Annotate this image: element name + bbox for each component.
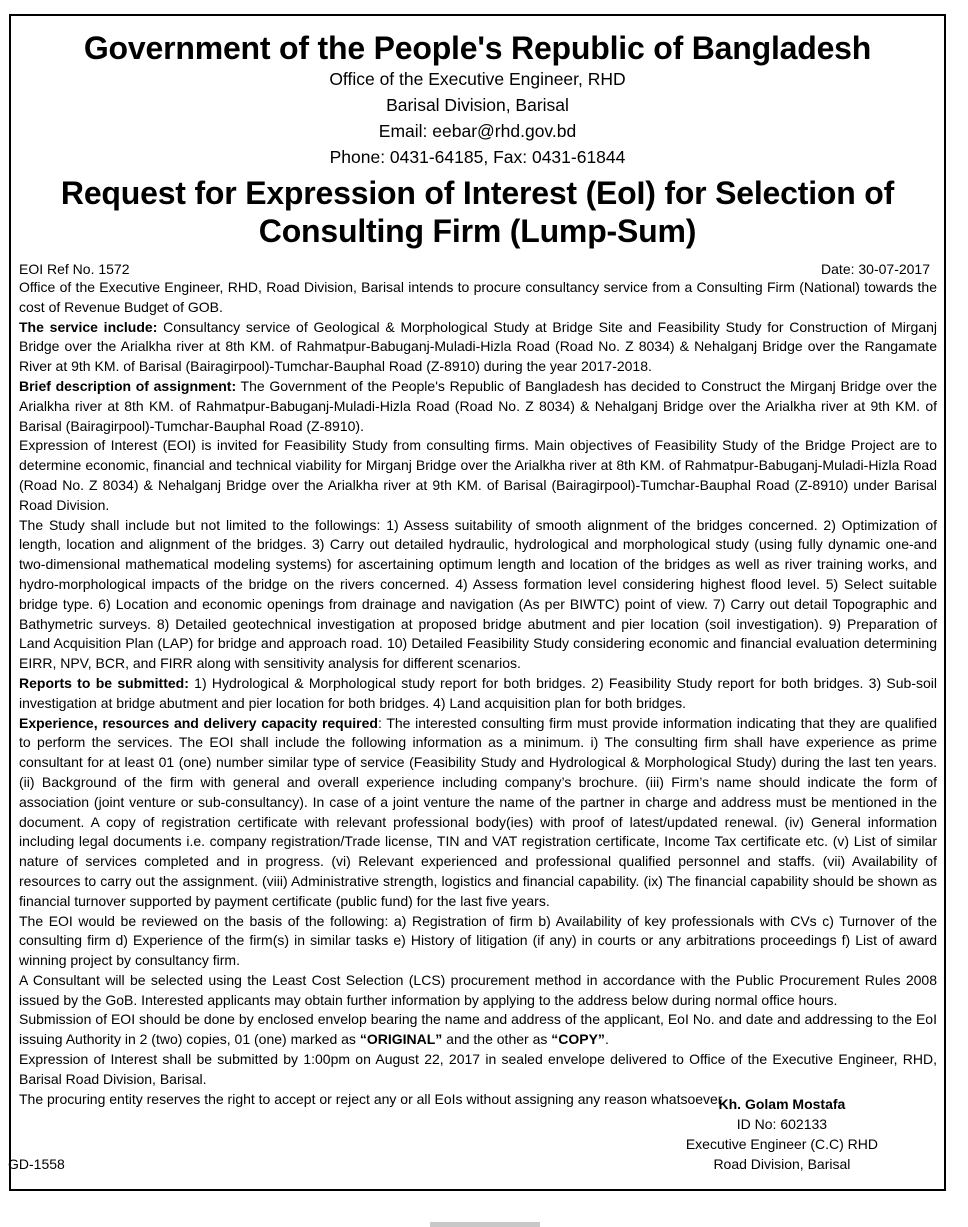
brief-text: The Government of the People's Republic of Bangladesh has decided to Construct the Mirganj Bridge over the Arialkha river at 8th KM. of Rahmatpur-Babuganj-Muladi-Hizla Road (Road No. Z 8034) & Nehalganj Bridge over the Arialkha river at 9th KM. of Barisal (Bairagirpool)-Tumchar-Bauphal Road (Z-8910).: [19, 377, 938, 434]
signatory-id: ID No: 602133: [736, 1116, 828, 1132]
page-edge-mark: [430, 1222, 540, 1227]
gd-code: GD-1558: [8, 1156, 65, 1172]
submission-paragraph: [19, 1010, 937, 1050]
reference-row: [11, 260, 944, 278]
signatory-office: Road Division, Barisal: [713, 1156, 851, 1172]
signatory-name: Kh. Golam Mostafa: [718, 1096, 846, 1112]
notice-title: Request for Expression of Interest (EoI) for Selection of Consulting Firm (Lump-Sum): [60, 175, 895, 249]
division-name: Barisal Division, Barisal: [386, 95, 569, 115]
experience-heading: Experience, resources and delivery capacity required: [19, 714, 378, 731]
brief-paragraph: [19, 377, 937, 436]
eoi-invited-paragraph: Expression of Interest (EOI) is invited for Feasibility Study from consulting firms. Main objectives of Feasibility Study of the Bridge Project are to determine economic, financial and technical viability for Mirganj Bridge over the Arialkha river at 8th KM. of Rahmatpur-Babuganj-Muladi-Hizla Road (Road No. Z 8034) & Nehalganj Bridge over the Arialkha river at 9th KM. of Barisal (Bairagirpool)-Tumchar-Bauphal Road (Z-8910) under Barisal Road Division.: [19, 437, 937, 513]
rights-paragraph: The procuring entity reserves the right to accept or reject any or all EoIs without assigning any reason whatsoever.: [19, 1090, 726, 1107]
eoi-ref-number: EOI Ref No. 1572: [19, 261, 130, 277]
office-phone-fax: Phone: 0431-64185, Fax: 0431-61844: [329, 147, 626, 167]
service-paragraph: [19, 318, 937, 377]
office-name: Office of the Executive Engineer, RHD: [329, 69, 626, 89]
selection-paragraph: A Consultant will be selected using the Least Cost Selection (LCS) procurement method in accordance with the Public Procurement Rules 2008 issued by the GoB. Interested applicants may obtain further information by applying to the address below during normal office hours.: [19, 971, 937, 1008]
deadline-paragraph: Expression of Interest shall be submitted by 1:00pm on August 22, 2017 in sealed envelope delivered to Office of the Executive Engineer, RHD, Barisal Road Division, Barisal.: [19, 1051, 937, 1087]
intro-paragraph: Office of the Executive Engineer, RHD, Road Division, Barisal intends to procure consultancy service from a Consulting Firm (National) towards the cost of Revenue Budget of GOB.: [19, 279, 937, 315]
study-scope-paragraph: The Study shall include but not limited to the followings: 1) Assess suitability of smooth alignment of the bridges concerned. 2) Optimization of length, location and alignment of the bridges. 3) Carry out detailed hydraulic, hydrological and morphological study (using fully dynamic one-and two-dimensional mathematical modeling systems) for ascertaining optimum length and location of the bridges as well as river training works, and hydro-morphological impacts of the bridge on the rivers concerned. 4) Assess formation level considering highest flood level. 5) Select suitable bridge type. 6) Location and economic openings from drainage and navigation (As per BIWTC) point of view. 7) Carry out detail Topographic and Bathymetric surveys. 8) Detailed geotechnical investigation at proposed bridge abutment and pier location (soil investigation). 9) Preparation of Land Acquisition Plan (LAP) for bridge and approach road. 10) Detailed Feasibility Study considering economic and financial evaluation determining EIRR, NPV, BCR, and FIRR along with sensitivity analysis for different scenarios.: [19, 516, 937, 672]
submission-text: Submission of EOI should be done by enclosed envelop bearing the name and address of the applicant, EoI No. and date and addressing to the EoI issuing Authority in 2 (two) copies, 01 (one) marked as: [19, 1011, 937, 1048]
brief-heading: Brief description of assignment:: [19, 377, 237, 394]
experience-paragraph: [19, 714, 937, 912]
copy-label: “COPY”: [551, 1031, 605, 1048]
service-text: Consultancy service of Geological & Morphological Study at Bridge Site and Feasibility Study for Construction of Mirganj Bridge over the Arialkha river at 8th KM. of Rahmatpur-Babuganj-Muladi-Hizla Road (Road No. Z 8034) & Nehalganj Bridge over the Rangamate River at 9th KM. of Barisal (Bairagirpool)-Tumchar-Bauphal Road (Z-8910) during the year 2017-2018.: [19, 318, 938, 375]
notice-body: [11, 278, 944, 1109]
notice-date: Date: 30-07-2017: [821, 261, 930, 277]
experience-text: : The interested consulting firm must provide information indicating that they are qualified to perform the services. The EOI shall include the following information as a minimum. i) The consulting firm shall have experience as prime consultant for at least 01 (one) number similar type of service (Feasibility Study and Hydrological & Morphological Study) during the last ten years. (ii) Background of the firm with general and overall experience including company’s brochure. (iii) Firm’s name should indicate the form of association (joint venture or sub-consultancy). In case of a joint venture the name of the partner in charge and address must be mentioned in the document. A copy of registration certificate with relevant professional body(ies) with proof of latest/updated renewal. (iv) General information including legal documents i.e. company registration/Trade license, TIN and VAT registration certificate, Income Tax certificate etc. (v) List of similar nature of services completed and in progress. (vi) Relevant experienced and professional qualified personnel and staffs. (vii) Availability of resources to carry out the assignment. (viii) Administrative strength, logistics and financial capability. (ix) The financial capability should be shown as financial turnover supported by payment certificate (public fund) for the last five years.: [19, 714, 937, 909]
office-email: Email: eebar@rhd.gov.bd: [378, 121, 577, 141]
notice-header: [11, 30, 944, 250]
reports-text: 1) Hydrological & Morphological study report for both bridges. 2) Feasibility Study report for both bridges. 3) Sub-soil investigation at bridge abutment and pier location for both bridges. 4) Land acquisition plan for both bridges.: [19, 674, 937, 711]
submission-mid: and the other as: [442, 1031, 552, 1048]
notice-frame: [9, 14, 946, 1191]
reports-paragraph: [19, 674, 937, 714]
reports-heading: Reports to be submitted:: [19, 674, 189, 691]
signature-block: [686, 1094, 878, 1174]
signatory-designation: Executive Engineer (C.C) RHD: [685, 1136, 878, 1152]
original-label: “ORIGINAL”: [359, 1031, 443, 1048]
government-title: Government of the People's Republic of Bangladesh: [83, 30, 872, 66]
service-heading: The service include:: [19, 318, 158, 335]
review-paragraph: The EOI would be reviewed on the basis of the following: a) Registration of firm b) Availability of key professionals with CVs c) Turnover of the consulting firm d) Experience of the firm(s) in similar tasks e) History of litigation (if any) in courts or any arbitrations proceedings f) List of award winning project by consultancy firm.: [19, 912, 937, 969]
submission-end: .: [604, 1031, 609, 1048]
